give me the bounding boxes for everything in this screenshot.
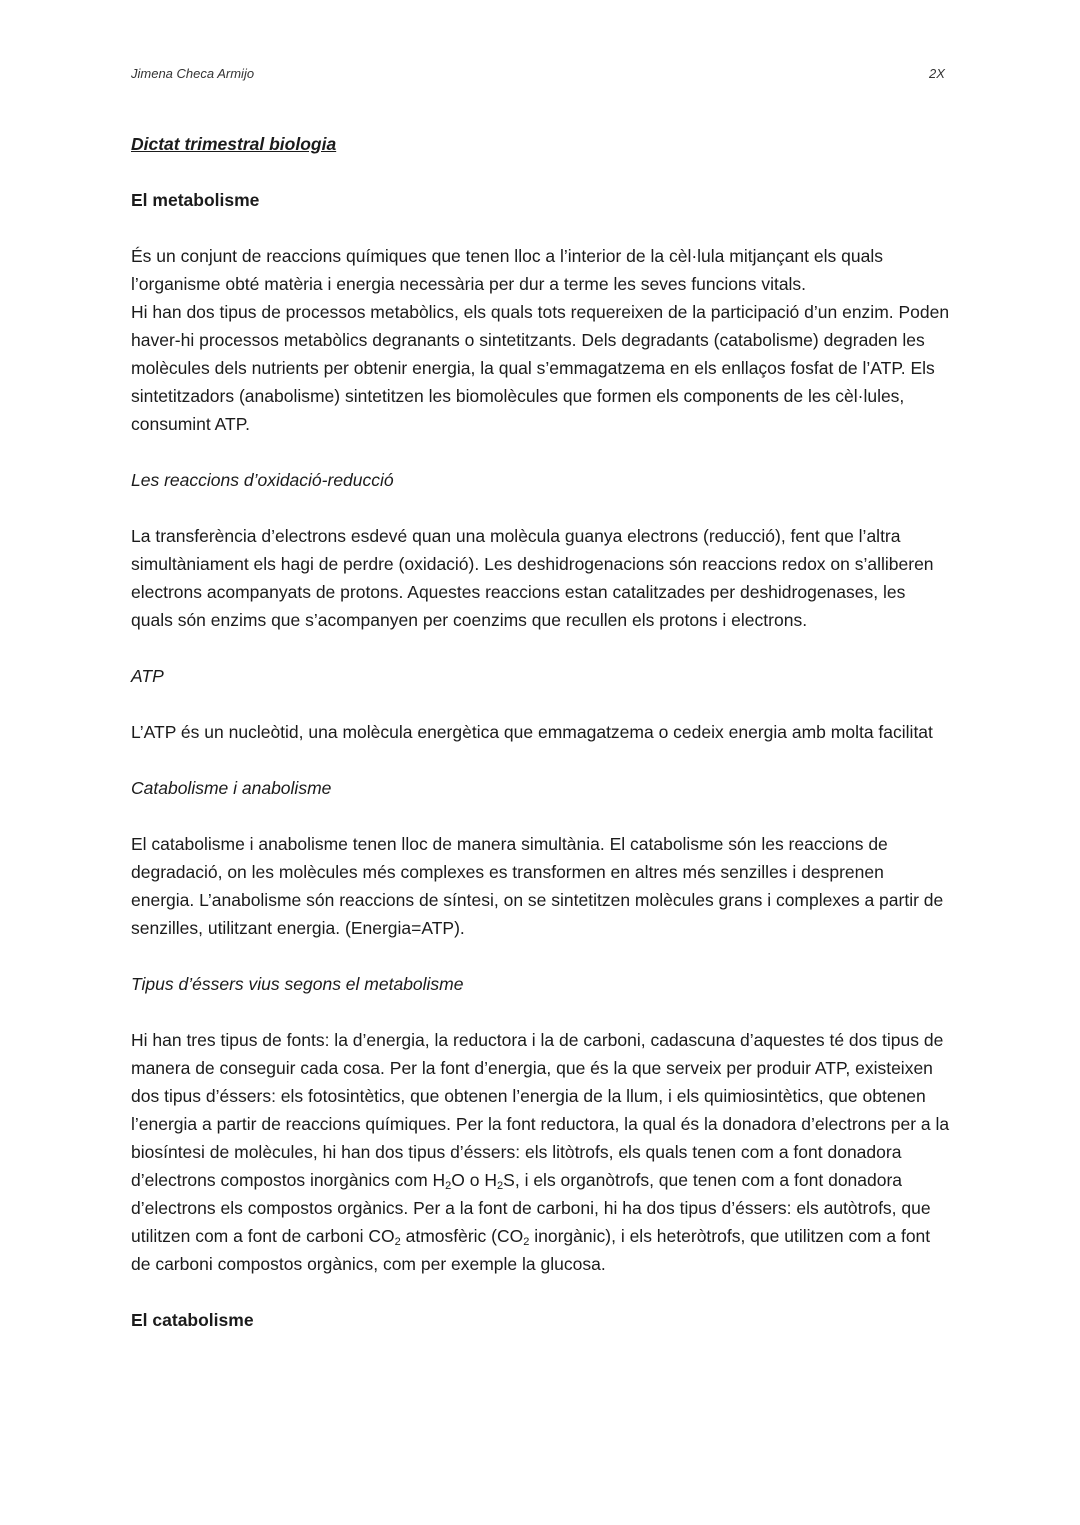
subheading-catabolisme-anabolisme: Catabolisme i anabolisme [131, 778, 332, 798]
paragraph-tipus-essers [131, 1026, 951, 1278]
text-segment: inorgànic), i els heteròtrofs, que utilitzen com a font de carboni compostos orgànics, com per exemple la glucosa. [131, 1226, 931, 1274]
heading-catabolisme: El catabolisme [131, 1310, 254, 1330]
subheading-redox: Les reaccions d’oxidació-reducció [131, 470, 394, 490]
paragraph-catabolisme-anabolisme: El catabolisme i anabolisme tenen lloc de manera simultània. El catabolisme són les reaccions de degradació, on les molècules més complexes es transformen en altres més senzilles i desprenen energia. L’anabolisme són reaccions de síntesi, on se sintetitzen molècules grans i complexes a partir de senzilles, utilitzant energia. (Energia=ATP). [131, 834, 944, 938]
subheading-tipus-essers: Tipus d’éssers vius segons el metabolisme [131, 974, 464, 994]
text-segment: atmosfèric ( [400, 1226, 498, 1246]
heading-metabolisme: El metabolisme [131, 190, 260, 210]
header-page-number: 2X [929, 66, 945, 81]
paragraph-atp: L’ATP és un nucleòtid, una molècula energètica que emmagatzema o cedeix energia amb molta facilitat [131, 722, 933, 742]
text-segment: o [464, 1170, 485, 1190]
paragraph-redox: La transferència d’electrons esdevé quan una molècula guanya electrons (reducció), fent que l’altra simultàniament els hagi de perdre (oxidació). Les deshidrogenacions són reaccions redox on s’alliberen electrons acompanyats de protons. Aquestes reaccions estan catalitzades per deshidrogenases, les quals són enzims que s’acompanyen per coenzims que recullen els protons i electrons. [131, 526, 934, 630]
paragraph-intro-2: Hi han dos tipus de processos metabòlics, els quals tots requereixen de la participació d’un enzim. Poden haver-hi processos metabòlics degranants o sintetitzants. Dels degradants (catabolisme) degraden les molècules dels nutrients per obtenir energia, la qual s’emmagatzema en els enllaços fosfat de l’ATP. Els sintetitzadors (anabolisme) sintetitzen les biomolècules que formen els components de les cèl·lules, consumint ATP. [131, 302, 950, 434]
formula-co2: $CO_2$ [497, 1226, 530, 1248]
header-author: Jimena Checa Armijo [131, 66, 255, 81]
subheading-atp: ATP [131, 666, 164, 686]
formula-h2o: $H_2O$ [432, 1170, 465, 1192]
text-segment: Hi han tres tipus de fonts: la d’energia, la reductora i la de carboni, cadascuna d’aquestes té dos tipus de manera de conseguir cada cosa. Per la font d’energia, que és la que serveix per produir ATP, existeixen dos tipus d’éssers: els fotosintètics, que obtenen l’energia de la llum, i els quimiosintètics, que obtenen l’energia a partir de reaccions químiques. Per la font reductora, la qual és la donadora d’electrons per a la biosíntesi de molècules, hi han dos tipus d’éssers: els litòtrofs, els quals tenen com a font donadora d’electrons compostos inorgànics com [131, 1030, 950, 1190]
document-body [131, 130, 951, 1362]
formula-h2s: $H_2S$ [484, 1170, 515, 1192]
paragraph-intro-1: És un conjunt de reaccions químiques que tenen lloc a l’interior de la cèl·lula mitjançant els quals l’organisme obté matèria i energia necessària per dur a terme les seves funcions vitals. [131, 246, 883, 294]
document-title: Dictat trimestral biologia [131, 134, 337, 154]
formula-co2: $CO_2$ [368, 1226, 401, 1248]
text-segment: , i els organòtrofs, que tenen com a font donadora d’electrons els compostos orgànics. Per a la font de carboni, hi ha dos tipus d’éssers: els autòtrofs, que utilitzen com a font de carboni [131, 1170, 931, 1246]
